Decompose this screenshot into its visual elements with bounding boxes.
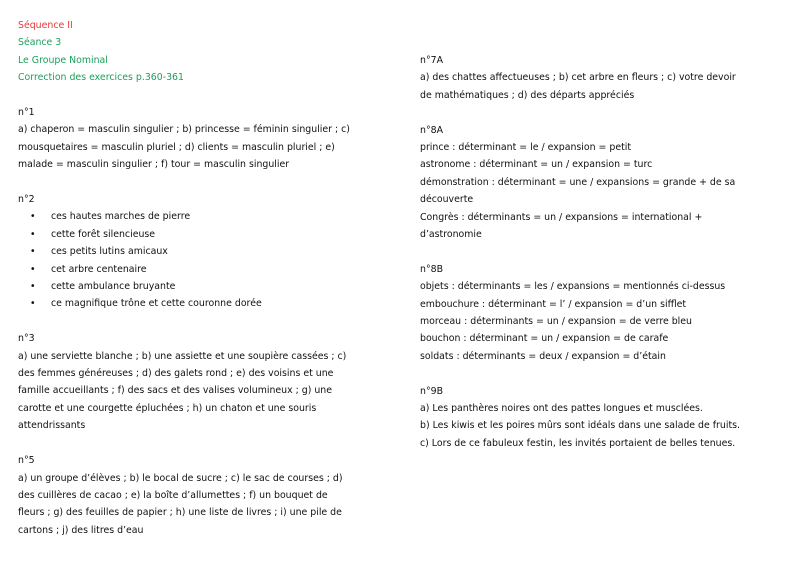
bullet-icon: • — [30, 246, 36, 258]
list-item-text: ce magnifique trône et cette couronne dorée — [51, 298, 262, 310]
text-line: objets : déterminants = les / expansions = mentionnés ci-dessus — [420, 281, 726, 293]
bullet-icon: • — [30, 263, 36, 275]
text-line: morceau : déterminants = un / expansion = de verre bleu — [420, 316, 692, 328]
spacer — [18, 87, 390, 104]
spacer — [18, 435, 390, 452]
list-item-text: ces petits lutins amicaux — [51, 246, 168, 258]
spacer — [420, 243, 780, 260]
text-line: a) chaperon = masculin singulier ; b) princesse = féminin singulier ; c) — [18, 124, 350, 136]
exercise-2 — [18, 191, 390, 313]
exercise-8a — [420, 122, 780, 244]
text-line: des cuillères de cacao ; e) la boîte d’allumettes ; f) un bouquet de — [18, 489, 328, 501]
exercise-title: n°7A — [420, 55, 444, 66]
text-line: b) Les kiwis et les poires mûrs sont idéals dans une salade de fruits. — [420, 420, 740, 432]
text-line: c) Lors de ce fabuleux festin, les invités portaient de belles tenues. — [420, 437, 736, 449]
spacer — [18, 313, 390, 330]
text-line: attendrissants — [18, 420, 86, 432]
text-line: d’astronomie — [420, 229, 482, 241]
right-column — [420, 52, 780, 452]
list-item — [18, 295, 390, 312]
exercise-5 — [18, 452, 390, 539]
text-line: embouchure : déterminant = l’ / expansion = d’un sifflet — [420, 298, 687, 310]
text-line: a) Les panthères noires ont des pattes longues et musclées. — [420, 403, 703, 415]
exercise-3 — [18, 330, 390, 434]
text-line: a) des chattes affectueuses ; b) cet arbre en fleurs ; c) votre devoir — [420, 72, 736, 84]
list-item — [18, 226, 390, 243]
bullet-icon: • — [30, 298, 36, 310]
text-line: a) un groupe d’élèves ; b) le bocal de sucre ; c) le sac de courses ; d) — [18, 472, 343, 484]
text-line: carotte et une courgette épluchées ; h) un chaton et une souris — [18, 402, 317, 414]
exercise-subtitle: Correction des exercices p.360-361 — [18, 72, 184, 84]
exercise-title: n°8A — [420, 124, 444, 136]
text-line: a) une serviette blanche ; b) une assiette et une soupière cassées ; c) — [18, 350, 347, 362]
exercise-title: n°1 — [18, 107, 35, 119]
bullet-icon: • — [30, 211, 36, 223]
list-item — [18, 261, 390, 278]
text-line: des femmes généreuses ; d) des galets rond ; e) des voisins et une — [18, 368, 334, 380]
bullet-list — [18, 208, 390, 312]
list-item-text: ces hautes marches de pierre — [51, 211, 191, 223]
text-line: cartons ; j) des litres d’eau — [18, 524, 144, 536]
exercise-title: n°9B — [420, 385, 444, 397]
exercise-title: n°5 — [18, 455, 35, 467]
list-item-text: cette forêt silencieuse — [51, 228, 156, 240]
list-item-text: cette ambulance bruyante — [51, 281, 176, 293]
exercise-7a — [420, 52, 780, 104]
list-item-text: cet arbre centenaire — [51, 263, 147, 275]
text-line: mousquetaires = masculin pluriel ; d) clients = masculin pluriel ; e) — [18, 141, 335, 153]
seance-title: Séance 3 — [18, 37, 62, 49]
text-line: astronome : déterminant = un / expansion = turc — [420, 159, 653, 171]
bullet-icon: • — [30, 228, 36, 240]
exercise-9b — [420, 383, 780, 453]
list-item — [18, 208, 390, 225]
exercise-8b — [420, 261, 780, 365]
exercise-title: n°8B — [420, 263, 444, 275]
text-line: Congrès : déterminants = un / expansions = international + — [420, 211, 703, 223]
text-line: fleurs ; g) des feuilles de papier ; h) une liste de livres ; i) une pile de — [18, 507, 342, 519]
text-line: famille accueillants ; f) des sacs et des valises volumineux ; g) une — [18, 385, 333, 397]
text-line: découverte — [420, 194, 474, 206]
list-item — [18, 243, 390, 260]
spacer — [420, 365, 780, 382]
exercise-title: n°3 — [18, 333, 35, 345]
exercise-1 — [18, 104, 390, 174]
text-line: malade = masculin singulier ; f) tour = masculin singulier — [18, 159, 290, 171]
list-item — [18, 278, 390, 295]
text-line: prince : déterminant = le / expansion = petit — [420, 142, 632, 154]
text-line: bouchon : déterminant = un / expansion = de carafe — [420, 333, 669, 345]
spacer — [420, 104, 780, 121]
text-line: démonstration : déterminant = une / expansions = grande + de sa — [420, 176, 736, 188]
exercise-title: n°2 — [18, 194, 35, 206]
sequence-title: Séquence II — [18, 20, 73, 31]
text-line: de mathématiques ; d) des départs appréciés — [420, 89, 635, 101]
spacer — [18, 174, 390, 191]
bullet-icon: • — [30, 281, 36, 293]
text-line: soldats : déterminants = deux / expansion = d’étain — [420, 350, 666, 362]
left-column — [18, 17, 390, 539]
topic-title: Le Groupe Nominal — [18, 54, 108, 66]
